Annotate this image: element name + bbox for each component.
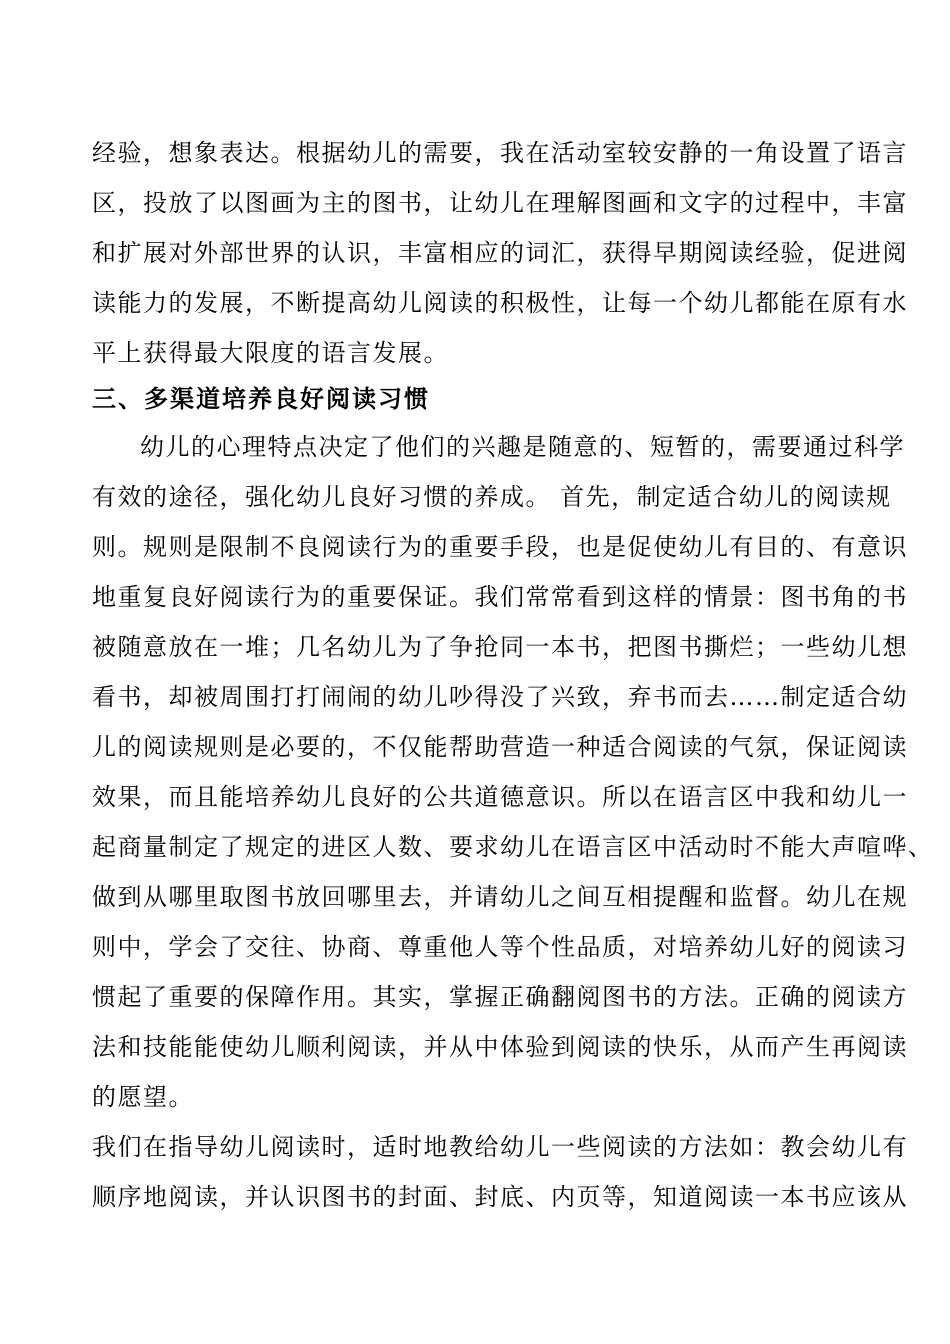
paragraph-line: 地重复良好阅读行为的重要保证。我们常常看到这样的情景：图书角的书 (92, 583, 908, 611)
paragraph-line: 读能力的发展，不断提高幼儿阅读的积极性，让每一个幼儿都能在原有水 (92, 289, 908, 317)
paragraph-line: 顺序地阅读，并认识图书的封面、封底、内页等，知道阅读一本书应该从 (92, 1183, 908, 1211)
paragraph-line: 儿的阅读规则是必要的，不仅能帮助营造一种适合阅读的气氛，保证阅读 (92, 733, 908, 761)
paragraph-line: 则。规则是限制不良阅读行为的重要手段，也是促使幼儿有目的、有意识 (92, 533, 908, 561)
paragraph-line: 和扩展对外部世界的认识，丰富相应的词汇，获得早期阅读经验，促进阅 (92, 239, 908, 267)
paragraph-line: 惯起了重要的保障作用。其实，掌握正确翻阅图书的方法。正确的阅读方 (92, 983, 908, 1011)
paragraph-line: 法和技能能使幼儿顺利阅读，并从中体验到阅读的快乐，从而产生再阅读 (92, 1033, 908, 1061)
paragraph-line: 则中，学会了交往、协商、尊重他人等个性品质，对培养幼儿好的阅读习 (92, 933, 908, 961)
paragraph-line: 我们在指导幼儿阅读时，适时地教给幼儿一些阅读的方法如：教会幼儿有 (92, 1133, 908, 1161)
section-heading: 三、多渠道培养良好阅读习惯 (92, 384, 430, 413)
paragraph-line: 做到从哪里取图书放回哪里去，并请幼儿之间互相提醒和监督。幼儿在规 (92, 883, 908, 911)
paragraph-line: 平上获得最大限度的语言发展。 (92, 339, 449, 367)
paragraph-line: 有效的途径，强化幼儿良好习惯的养成。 首先，制定适合幼儿的阅读规 (92, 483, 892, 511)
paragraph-line: 被随意放在一堆；几名幼儿为了争抢同一本书，把图书撕烂；一些幼儿想 (92, 633, 908, 661)
paragraph-line: 区，投放了以图画为主的图书，让幼儿在理解图画和文字的过程中，丰富 (92, 189, 908, 217)
paragraph-line: 效果，而且能培养幼儿良好的公共道德意识。所以在语言区中我和幼儿一 (92, 783, 908, 811)
paragraph-line: 起商量制定了规定的进区人数、要求幼儿在语言区中活动时不能大声喧哗、 (92, 833, 934, 861)
paragraph-line: 的愿望。 (92, 1083, 194, 1111)
paragraph-line: 幼儿的心理特点决定了他们的兴趣是随意的、短暂的，需要通过科学 (140, 433, 905, 461)
paragraph-line: 看书，却被周围打打闹闹的幼儿吵得没了兴致，弃书而去……制定适合幼 (92, 683, 908, 711)
paragraph-line: 经验，想象表达。根据幼儿的需要，我在活动室较安静的一角设置了语言 (92, 139, 908, 167)
